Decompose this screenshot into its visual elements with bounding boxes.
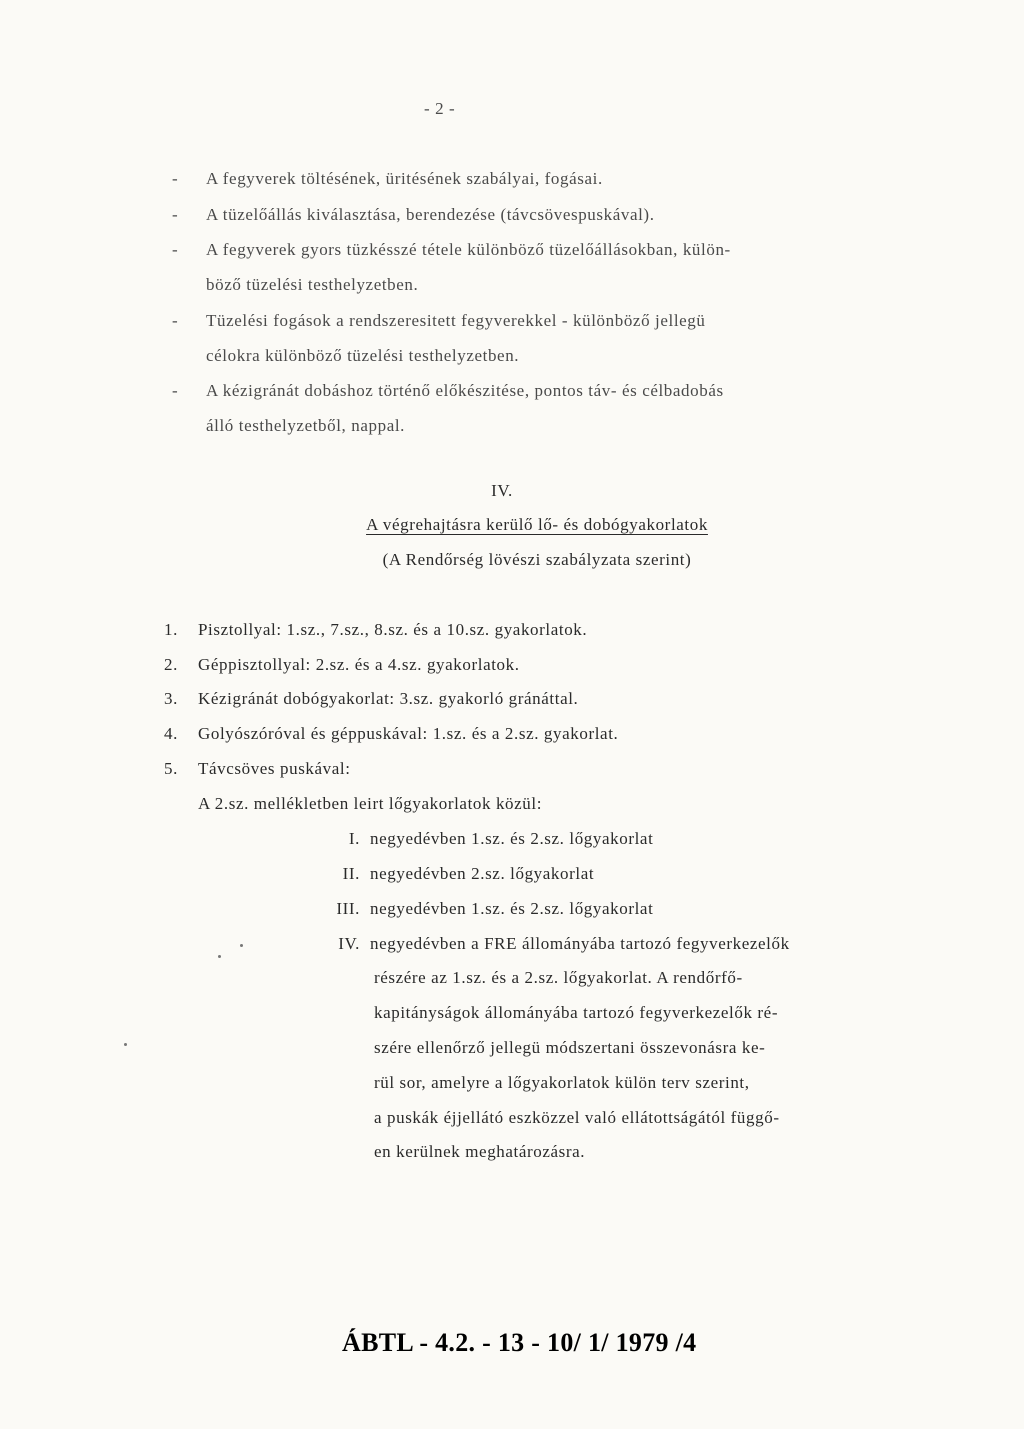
- quarter-roman: I.: [348, 829, 360, 848]
- item-number: 2.: [164, 655, 178, 674]
- item-number: 4.: [164, 724, 178, 743]
- bullet-line: álló testhelyzetből, nappal.: [206, 416, 406, 435]
- bullet-line: böző tüzelési testhelyzetben.: [206, 275, 419, 294]
- bullet-line: A fegyverek töltésének, üritésének szabályai, fogásai.: [206, 169, 603, 188]
- quarter-line: en kerülnek meghatározásra.: [374, 1142, 586, 1161]
- bullet-dash: -: [172, 381, 179, 400]
- quarter-line: negyedévben 2.sz. lőgyakorlat: [370, 864, 595, 883]
- bullet-line: A fegyverek gyors tüzkésszé tétele különböző tüzelőállásokban, külön-: [206, 240, 731, 259]
- item-text: Kézigránát dobógyakorlat: 3.sz. gyakorló gránáttal.: [198, 689, 579, 708]
- item-text: Pisztollyal: 1.sz., 7.sz., 8.sz. és a 10.sz. gyakorlatok.: [198, 620, 588, 639]
- item-text: Golyószóróval és géppuskával: 1.sz. és a 2.sz. gyakorlat.: [198, 724, 619, 743]
- bullet-dash: -: [172, 240, 179, 259]
- quarter-line: negyedévben 1.sz. és 2.sz. lőgyakorlat: [370, 829, 654, 848]
- sub-intro: A 2.sz. mellékletben leirt lőgyakorlatok közül:: [198, 794, 543, 813]
- bullet-line: A tüzelőállás kiválasztása, berendezése (távcsövespuskával).: [206, 205, 655, 224]
- bullet-line: célokra különböző tüzelési testhelyzetben.: [206, 346, 520, 365]
- scan-speck: [218, 955, 221, 958]
- section-subtitle: (A Rendőrség lövészi szabályzata szerint): [382, 550, 692, 569]
- page-number: - 2 -: [424, 99, 456, 118]
- item-text: Távcsöves puskával:: [198, 759, 351, 778]
- item-number: 1.: [164, 620, 178, 639]
- item-number: 5.: [164, 759, 178, 778]
- quarter-line: rül sor, amelyre a lőgyakorlatok külön terv szerint,: [374, 1073, 750, 1092]
- bullet-line: A kézigránát dobáshoz történő előkészitése, pontos táv- és célbadobás: [206, 381, 724, 400]
- archive-reference: ÁBTL - 4.2. - 13 - 10/ 1/ 1979 /4: [342, 1328, 697, 1357]
- section-title: A végrehajtásra kerülő lő- és dobógyakorlatok: [366, 515, 708, 534]
- quarter-roman: IV.: [338, 934, 360, 953]
- quarter-line: negyedévben a FRE állományába tartozó fegyverkezelők: [370, 934, 790, 953]
- bullet-dash: -: [172, 205, 179, 224]
- item-number: 3.: [164, 689, 178, 708]
- scan-speck: [240, 944, 243, 947]
- quarter-roman: III.: [336, 899, 360, 918]
- bullet-dash: -: [172, 169, 179, 188]
- quarter-roman: II.: [342, 864, 360, 883]
- scan-speck: [124, 1043, 127, 1046]
- quarter-line: kapitányságok állományába tartozó fegyverkezelők ré-: [374, 1003, 779, 1022]
- quarter-line: negyedévben 1.sz. és 2.sz. lőgyakorlat: [370, 899, 654, 918]
- section-roman-numeral: IV.: [491, 481, 513, 500]
- bullet-dash: -: [172, 311, 179, 330]
- quarter-line: a puskák éjjellátó eszközzel való ellátottságától függő-: [374, 1108, 780, 1127]
- quarter-line: részére az 1.sz. és a 2.sz. lőgyakorlat. A rendőrfő-: [374, 968, 743, 987]
- quarter-line: szére ellenőrző jellegü módszertani összevonásra ke-: [374, 1038, 766, 1057]
- item-text: Géppisztollyal: 2.sz. és a 4.sz. gyakorlatok.: [198, 655, 520, 674]
- bullet-line: Tüzelési fogások a rendszeresitett fegyverekkel - különböző jellegü: [206, 311, 706, 330]
